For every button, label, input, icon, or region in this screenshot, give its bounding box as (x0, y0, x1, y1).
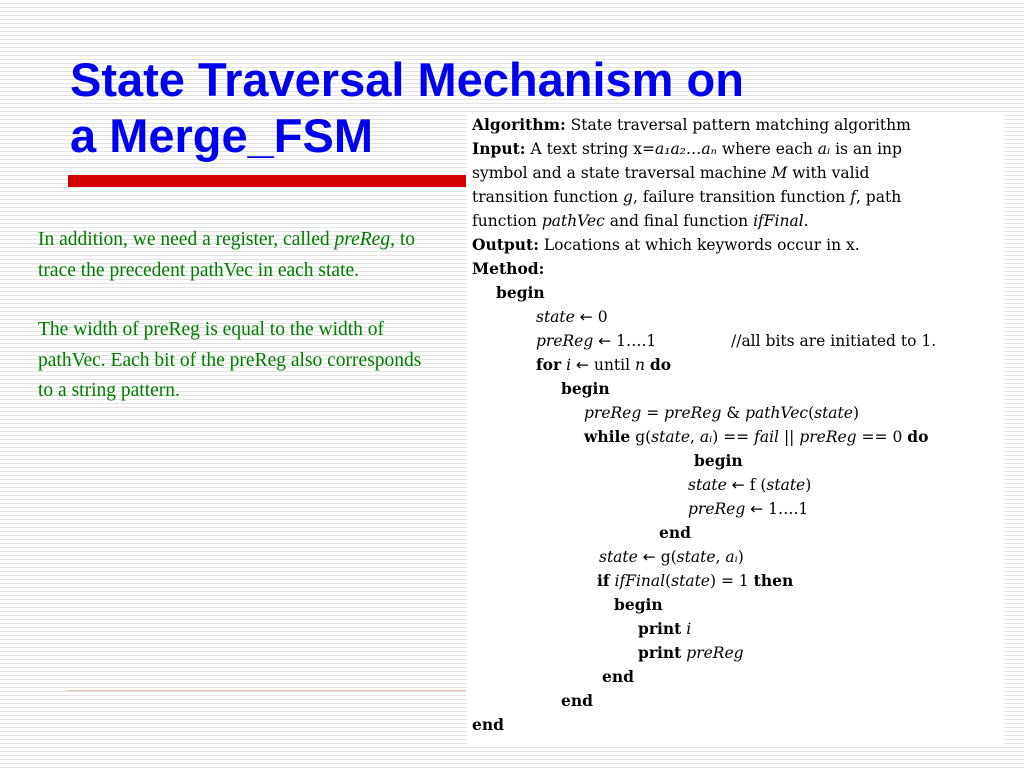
title-line-1: State Traversal Mechanism on (70, 53, 744, 106)
code-line-for-loop: for i ← until n do (536, 355, 672, 374)
algorithm-input-line-2: symbol and a state traversal machine M with valid (472, 164, 870, 182)
paragraph-prereg-width: The width of preReg is equal to the width of pathVec. Each bit of the preReg also corresponds to a string pattern. (38, 319, 422, 401)
title-line-2: a Merge_FSM (70, 109, 373, 162)
algorithm-method-label: Method: (472, 259, 545, 278)
code-comment: //all bits are initiated to 1. (731, 332, 937, 350)
code-line-while: while g(state, aᵢ) == fail || preReg == 0 do (584, 427, 929, 446)
slide-body-text (38, 225, 438, 436)
algorithm-input-line-1: Input: A text string x=a₁a₂…aₙ where each aᵢ is an inp (472, 139, 902, 158)
title-underline-bar (68, 175, 468, 187)
code-end-outer: end (472, 715, 504, 734)
algorithm-figure (466, 113, 1004, 745)
code-line-prereg-and: preReg = preReg & pathVec(state) (584, 404, 860, 422)
code-line-state-init: state ← 0 (536, 308, 608, 326)
code-begin-outer: begin (496, 283, 545, 302)
code-line-state-goto: state ← g(state, aᵢ) (599, 548, 744, 566)
code-line-print-i: print i (638, 619, 692, 638)
code-line-if: if ifFinal(state) = 1 then (597, 571, 794, 590)
code-line-state-failure: state ← f (state) (688, 476, 812, 494)
code-begin-for: begin (561, 379, 610, 398)
prereg-term: preReg (334, 229, 391, 250)
algorithm-input-line-3: transition function g, failure transition function f, path (472, 188, 902, 206)
code-line-prereg-reset: preReg ← 1….1 (688, 500, 809, 518)
algorithm-output-line: Output: Locations at which keywords occur in x. (472, 235, 860, 254)
footer-divider (68, 690, 468, 691)
code-line-prereg-init: preReg ← 1….1 (536, 332, 657, 350)
algorithm-input-line-4: function pathVec and final function ifFinal. (472, 212, 809, 230)
paragraph-prereg-intro: In addition, we need a register, called preReg, to trace the precedent pathVec in each state. (38, 229, 415, 281)
code-end-for: end (561, 691, 593, 710)
code-line-print-prereg: print preReg (638, 643, 744, 662)
code-end-while: end (659, 523, 691, 542)
algorithm-heading: Algorithm: State traversal pattern matching algorithm (472, 115, 911, 134)
code-begin-while: begin (694, 451, 743, 470)
code-begin-if: begin (614, 595, 663, 614)
code-end-if: end (602, 667, 634, 686)
